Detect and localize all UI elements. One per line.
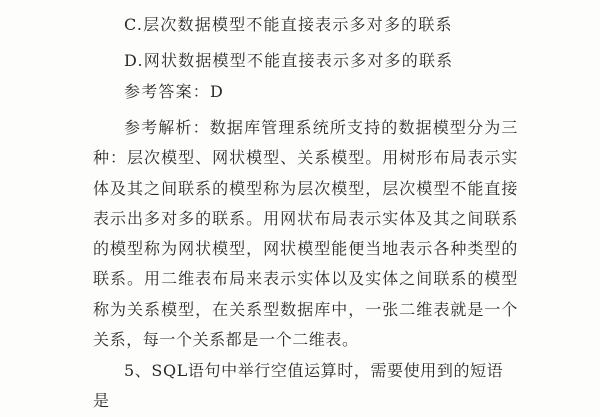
option-c: C.层次数据模型不能直接表示多对多的联系 — [124, 15, 453, 34]
option-d: D.网状数据模型不能直接表示多对多的联系 — [124, 51, 454, 70]
reference-analysis: 参考解析：数据库管理系统所支持的数据模型分为三种：层次模型、网状模型、关系模型。用树形布局表示实体及其之间联系的模型称为层次模型，层次模型不能直接表示出多对多的联系。用网状布局表示实体及其之间联系的模型称为网状模型，网状模型能便当地表示各种类型的联系。用二维表布局来表示实体以及实体之间联系的模型称为关系模型，在关系型数据库中，一张二维表就是一个关系，每一个关系都是一个二维表。 — [93, 118, 518, 350]
cut-off-previous-line — [118, 0, 378, 4]
reference-answer: 参考答案：D — [124, 82, 225, 101]
question-5: 5、SQL语句中举行空值运算时，需要使用到的短语是 — [93, 361, 504, 411]
